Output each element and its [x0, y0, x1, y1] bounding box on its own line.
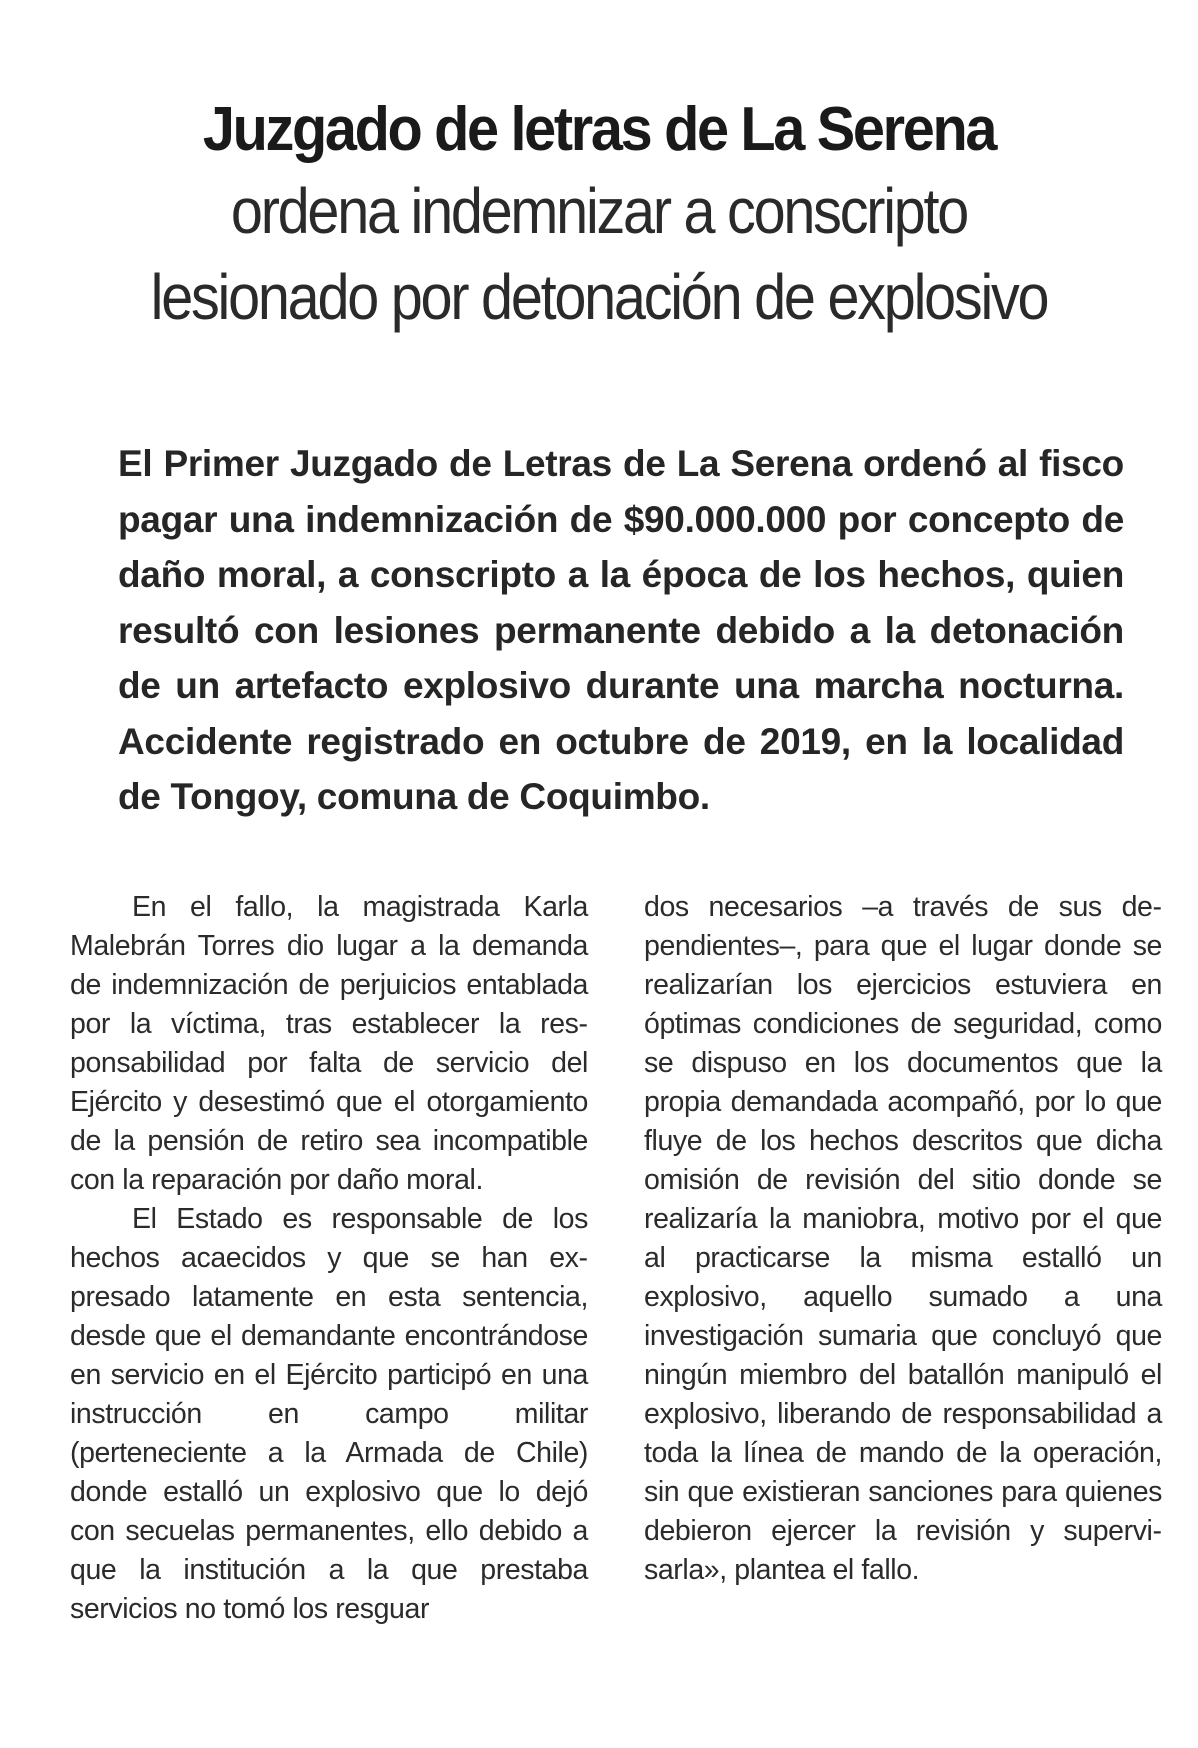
lead-paragraph: El Primer Juzgado de Letras de La Serena ordenó al fisco pagar una indemnización de $90.000.000 por concepto de daño moral, a conscripto a la época de los hechos, quien resultó con lesiones permanente debido a la detonación de un artefacto explosivo durante una marcha nocturna. Accidente registrado en octubre de 2019, en la localidad de Tongoy, comuna de Coquimbo.	[118, 443, 1124, 817]
article-body	[70, 888, 1162, 1648]
headline-line-2: ordena indemnizar a conscripto	[230, 175, 968, 247]
body-column-left	[70, 888, 588, 1648]
body-column-right	[644, 888, 1162, 1648]
headline-line-1: Juzgado de letras de La Serena	[202, 95, 996, 164]
headline	[60, 92, 1138, 340]
body-paragraph: El Estado es responsable de los hechos acaecidos y que se han expresado latamente en esta sentencia, desde que el demandante encontrándose en servicio en el Ejército participó en una instrucción en campo militar (perteneciente a la Armada de Chile) donde estalló un explosivo que lo dejó con secuelas permanentes, ello debido a que la institución a la que prestaba servicios no tomó los resguar	[70, 1203, 588, 1625]
headline-line-3: lesionado por detonación de explosivo	[150, 261, 1048, 333]
body-paragraph: dos necesarios –a través de sus dependientes–, para que el lugar donde se realizarían los ejercicios estuviera en óptimas condiciones de seguridad, como se dispuso en los documentos que la propia demandada acompañó, por lo que fluye de los hechos descritos que dicha omisión de revisión del sitio donde se realizaría la maniobra, motivo por el que al practicarse la misma estalló un explosivo, aquello sumado a una investigación sumaria que concluyó que ningún miembro del batallón manipuló el explosivo, liberando de responsabilidad a toda la línea de mando de la operación, sin que existieran sanciones para quienes debieron ejercer la revisión y supervisarla», plantea el fallo.	[644, 891, 1162, 1586]
body-paragraph: En el fallo, la magistrada Karla Malebrán Torres dio lugar a la demanda de indemnización de perjuicios entablada por la víctima, tras establecer la responsabilidad por falta de servicio del Ejército y desestimó que el otorgamiento de la pensión de retiro sea incompatible con la reparación por daño moral.	[70, 891, 588, 1196]
